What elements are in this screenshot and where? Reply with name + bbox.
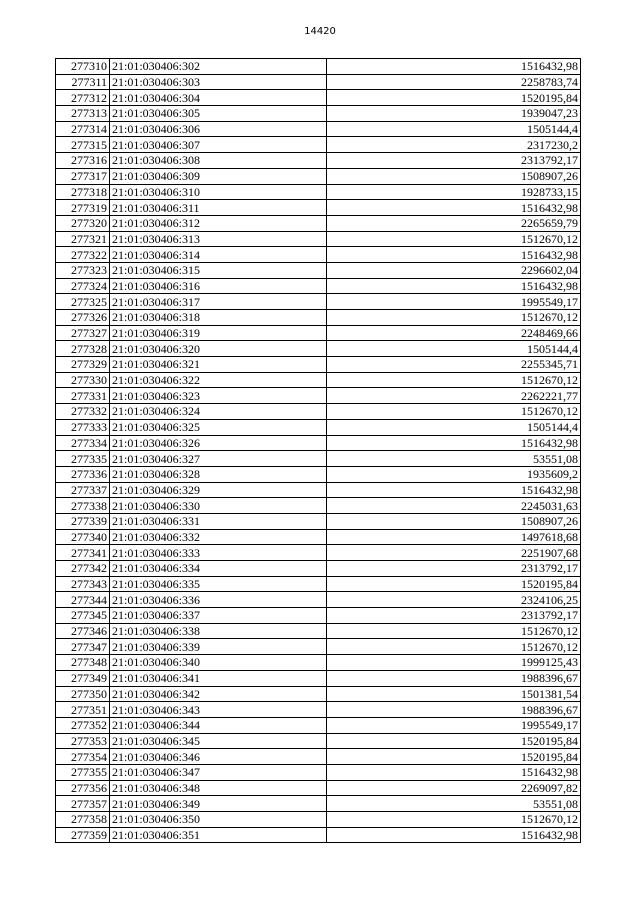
cadastral-value-cell: 1516432,98	[327, 435, 581, 451]
row-number-cell: 277344	[56, 592, 110, 608]
row-number-cell: 277313	[56, 106, 110, 122]
table-row	[56, 482, 581, 498]
cadastral-value-cell: 1508907,26	[327, 513, 581, 529]
table-row	[56, 623, 581, 639]
table-row	[56, 90, 581, 106]
row-number-cell: 277339	[56, 513, 110, 529]
cadastral-number-cell: 21:01:030406:344	[110, 717, 327, 733]
row-number-cell: 277322	[56, 247, 110, 263]
cadastral-number-cell: 21:01:030406:306	[110, 121, 327, 137]
cadastral-number-cell: 21:01:030406:334	[110, 561, 327, 577]
row-number-cell: 277348	[56, 655, 110, 671]
cadastral-number-cell: 21:01:030406:336	[110, 592, 327, 608]
table-row	[56, 153, 581, 169]
cadastral-number-cell: 21:01:030406:326	[110, 435, 327, 451]
cadastral-value-cell: 1995549,17	[327, 717, 581, 733]
cadastral-value-cell: 1505144,4	[327, 419, 581, 435]
row-number-cell: 277359	[56, 827, 110, 843]
row-number-cell: 277319	[56, 200, 110, 216]
cadastral-number-cell: 21:01:030406:305	[110, 106, 327, 122]
row-number-cell: 277358	[56, 812, 110, 828]
row-number-cell: 277340	[56, 529, 110, 545]
row-number-cell: 277343	[56, 576, 110, 592]
cadastral-value-cell: 2269097,82	[327, 780, 581, 796]
table-row	[56, 608, 581, 624]
row-number-cell: 277350	[56, 686, 110, 702]
row-number-cell: 277349	[56, 670, 110, 686]
cadastral-number-cell: 21:01:030406:315	[110, 262, 327, 278]
table-row	[56, 325, 581, 341]
row-number-cell: 277354	[56, 749, 110, 765]
cadastral-number-cell: 21:01:030406:309	[110, 168, 327, 184]
cadastral-number-cell: 21:01:030406:343	[110, 702, 327, 718]
row-number-cell: 277353	[56, 733, 110, 749]
table-row	[56, 59, 581, 75]
cadastral-number-cell: 21:01:030406:348	[110, 780, 327, 796]
row-number-cell: 277356	[56, 780, 110, 796]
cadastral-value-cell: 2258783,74	[327, 74, 581, 90]
cadastral-number-cell: 21:01:030406:331	[110, 513, 327, 529]
table-row	[56, 310, 581, 326]
cadastral-value-cell: 1988396,67	[327, 702, 581, 718]
table-row	[56, 357, 581, 373]
cadastral-value-cell: 1505144,4	[327, 341, 581, 357]
cadastral-value-cell: 2265659,79	[327, 215, 581, 231]
row-number-cell: 277331	[56, 388, 110, 404]
cadastral-number-cell: 21:01:030406:321	[110, 357, 327, 373]
cadastral-value-cell: 2248469,66	[327, 325, 581, 341]
cadastral-number-cell: 21:01:030406:340	[110, 655, 327, 671]
table-row	[56, 702, 581, 718]
cadastral-value-cell: 53551,08	[327, 451, 581, 467]
row-number-cell: 277321	[56, 231, 110, 247]
cadastral-value-cell: 1520195,84	[327, 749, 581, 765]
table-row	[56, 686, 581, 702]
row-number-cell: 277334	[56, 435, 110, 451]
cadastral-number-cell: 21:01:030406:345	[110, 733, 327, 749]
row-number-cell: 277327	[56, 325, 110, 341]
cadastral-number-cell: 21:01:030406:322	[110, 372, 327, 388]
cadastral-value-cell: 1516432,98	[327, 482, 581, 498]
cadastral-number-cell: 21:01:030406:304	[110, 90, 327, 106]
table-row	[56, 655, 581, 671]
row-number-cell: 277323	[56, 262, 110, 278]
cadastral-value-cell: 2317230,2	[327, 137, 581, 153]
table-row	[56, 529, 581, 545]
row-number-cell: 277324	[56, 278, 110, 294]
cadastral-number-cell: 21:01:030406:332	[110, 529, 327, 545]
cadastral-number-cell: 21:01:030406:346	[110, 749, 327, 765]
cadastral-number-cell: 21:01:030406:350	[110, 812, 327, 828]
cadastral-number-cell: 21:01:030406:341	[110, 670, 327, 686]
table-row	[56, 545, 581, 561]
cadastral-value-cell: 1512670,12	[327, 404, 581, 420]
cadastral-value-cell: 53551,08	[327, 796, 581, 812]
cadastral-number-cell: 21:01:030406:323	[110, 388, 327, 404]
row-number-cell: 277316	[56, 153, 110, 169]
cadastral-value-cell: 1520195,84	[327, 733, 581, 749]
cadastral-number-cell: 21:01:030406:310	[110, 184, 327, 200]
cadastral-number-cell: 21:01:030406:330	[110, 498, 327, 514]
cadastral-number-cell: 21:01:030406:312	[110, 215, 327, 231]
row-number-cell: 277335	[56, 451, 110, 467]
row-number-cell: 277311	[56, 74, 110, 90]
table-row	[56, 639, 581, 655]
table-row	[56, 764, 581, 780]
cadastral-number-cell: 21:01:030406:338	[110, 623, 327, 639]
row-number-cell: 277332	[56, 404, 110, 420]
table-row	[56, 576, 581, 592]
table-row	[56, 827, 581, 843]
table-row	[56, 372, 581, 388]
page-number: 14420	[304, 26, 336, 37]
table-row	[56, 466, 581, 482]
row-number-cell: 277347	[56, 639, 110, 655]
row-number-cell: 277341	[56, 545, 110, 561]
cadastral-value-cell: 1520195,84	[327, 90, 581, 106]
row-number-cell: 277355	[56, 764, 110, 780]
table-row	[56, 812, 581, 828]
cadastral-value-cell: 1497618,68	[327, 529, 581, 545]
table-row	[56, 294, 581, 310]
row-number-cell: 277337	[56, 482, 110, 498]
row-number-cell: 277330	[56, 372, 110, 388]
cadastral-value-cell: 1516432,98	[327, 827, 581, 843]
table-row	[56, 561, 581, 577]
table-row	[56, 388, 581, 404]
table-row	[56, 513, 581, 529]
cadastral-value-cell: 1988396,67	[327, 670, 581, 686]
table-row	[56, 231, 581, 247]
cadastral-value-cell: 1516432,98	[327, 247, 581, 263]
row-number-cell: 277326	[56, 310, 110, 326]
table-row	[56, 592, 581, 608]
cadastral-value-cell: 2313792,17	[327, 561, 581, 577]
cadastral-value-cell: 1516432,98	[327, 278, 581, 294]
cadastral-number-cell: 21:01:030406:329	[110, 482, 327, 498]
cadastral-number-cell: 21:01:030406:328	[110, 466, 327, 482]
cadastral-number-cell: 21:01:030406:313	[110, 231, 327, 247]
row-number-cell: 277318	[56, 184, 110, 200]
row-number-cell: 277345	[56, 608, 110, 624]
cadastral-value-cell: 1512670,12	[327, 639, 581, 655]
cadastral-number-cell: 21:01:030406:324	[110, 404, 327, 420]
table-row	[56, 106, 581, 122]
cadastral-value-cell: 1512670,12	[327, 623, 581, 639]
table-row	[56, 670, 581, 686]
cadastral-value-cell: 1512670,12	[327, 372, 581, 388]
cadastral-value-cell: 2313792,17	[327, 153, 581, 169]
row-number-cell: 277351	[56, 702, 110, 718]
table-row	[56, 796, 581, 812]
cadastral-number-cell: 21:01:030406:335	[110, 576, 327, 592]
table-row	[56, 749, 581, 765]
cadastral-number-cell: 21:01:030406:333	[110, 545, 327, 561]
cadastral-number-cell: 21:01:030406:347	[110, 764, 327, 780]
table-row	[56, 498, 581, 514]
row-number-cell: 277342	[56, 561, 110, 577]
cadastral-number-cell: 21:01:030406:325	[110, 419, 327, 435]
table-row	[56, 451, 581, 467]
cadastral-number-cell: 21:01:030406:320	[110, 341, 327, 357]
table-row	[56, 184, 581, 200]
table-row	[56, 262, 581, 278]
table-body	[56, 59, 581, 843]
cadastral-value-cell: 2251907,68	[327, 545, 581, 561]
cadastral-number-cell: 21:01:030406:337	[110, 608, 327, 624]
cadastral-number-cell: 21:01:030406:303	[110, 74, 327, 90]
cadastral-value-cell: 1512670,12	[327, 812, 581, 828]
cadastral-value-cell: 2313792,17	[327, 608, 581, 624]
table-row	[56, 717, 581, 733]
table-row	[56, 215, 581, 231]
cadastral-number-cell: 21:01:030406:316	[110, 278, 327, 294]
row-number-cell: 277333	[56, 419, 110, 435]
table-row	[56, 419, 581, 435]
cadastral-value-cell: 1939047,23	[327, 106, 581, 122]
table-row	[56, 733, 581, 749]
row-number-cell: 277317	[56, 168, 110, 184]
row-number-cell: 277320	[56, 215, 110, 231]
cadastral-value-cell: 1516432,98	[327, 764, 581, 780]
cadastral-value-cell: 1516432,98	[327, 200, 581, 216]
cadastral-number-cell: 21:01:030406:349	[110, 796, 327, 812]
row-number-cell: 277352	[56, 717, 110, 733]
table-row	[56, 137, 581, 153]
cadastral-value-cell: 2296602,04	[327, 262, 581, 278]
table-row	[56, 247, 581, 263]
cadastral-value-cell: 2262221,77	[327, 388, 581, 404]
cadastral-value-cell: 1508907,26	[327, 168, 581, 184]
cadastral-number-cell: 21:01:030406:308	[110, 153, 327, 169]
cadastral-value-cell: 1520195,84	[327, 576, 581, 592]
row-number-cell: 277312	[56, 90, 110, 106]
cadastral-number-cell: 21:01:030406:339	[110, 639, 327, 655]
cadastral-value-cell: 1512670,12	[327, 310, 581, 326]
cadastral-number-cell: 21:01:030406:327	[110, 451, 327, 467]
cadastral-value-cell: 2245031,63	[327, 498, 581, 514]
row-number-cell: 277315	[56, 137, 110, 153]
cadastral-number-cell: 21:01:030406:311	[110, 200, 327, 216]
table-row	[56, 74, 581, 90]
cadastral-value-cell: 1995549,17	[327, 294, 581, 310]
cadastral-number-cell: 21:01:030406:319	[110, 325, 327, 341]
table-row	[56, 121, 581, 137]
table-row	[56, 435, 581, 451]
cadastral-number-cell: 21:01:030406:317	[110, 294, 327, 310]
table-row	[56, 168, 581, 184]
table-row	[56, 278, 581, 294]
row-number-cell: 277357	[56, 796, 110, 812]
table-row	[56, 404, 581, 420]
cadastral-value-cell: 1501381,54	[327, 686, 581, 702]
row-number-cell: 277346	[56, 623, 110, 639]
cadastral-number-cell: 21:01:030406:302	[110, 59, 327, 75]
cadastral-value-cell: 1928733,15	[327, 184, 581, 200]
cadastral-number-cell: 21:01:030406:351	[110, 827, 327, 843]
cadastral-value-cell: 2324106,25	[327, 592, 581, 608]
row-number-cell: 277325	[56, 294, 110, 310]
table-row	[56, 780, 581, 796]
cadastral-value-cell: 1505144,4	[327, 121, 581, 137]
row-number-cell: 277310	[56, 59, 110, 75]
cadastral-value-cell: 1516432,98	[327, 59, 581, 75]
cadastral-number-cell: 21:01:030406:307	[110, 137, 327, 153]
table-row	[56, 341, 581, 357]
row-number-cell: 277328	[56, 341, 110, 357]
cadastral-value-table	[55, 58, 581, 843]
cadastral-number-cell: 21:01:030406:342	[110, 686, 327, 702]
cadastral-value-cell: 1935609,2	[327, 466, 581, 482]
cadastral-value-cell: 1999125,43	[327, 655, 581, 671]
row-number-cell: 277329	[56, 357, 110, 373]
cadastral-value-cell: 1512670,12	[327, 231, 581, 247]
row-number-cell: 277336	[56, 466, 110, 482]
cadastral-number-cell: 21:01:030406:314	[110, 247, 327, 263]
cadastral-number-cell: 21:01:030406:318	[110, 310, 327, 326]
row-number-cell: 277338	[56, 498, 110, 514]
table-row	[56, 200, 581, 216]
row-number-cell: 277314	[56, 121, 110, 137]
cadastral-value-cell: 2255345,71	[327, 357, 581, 373]
